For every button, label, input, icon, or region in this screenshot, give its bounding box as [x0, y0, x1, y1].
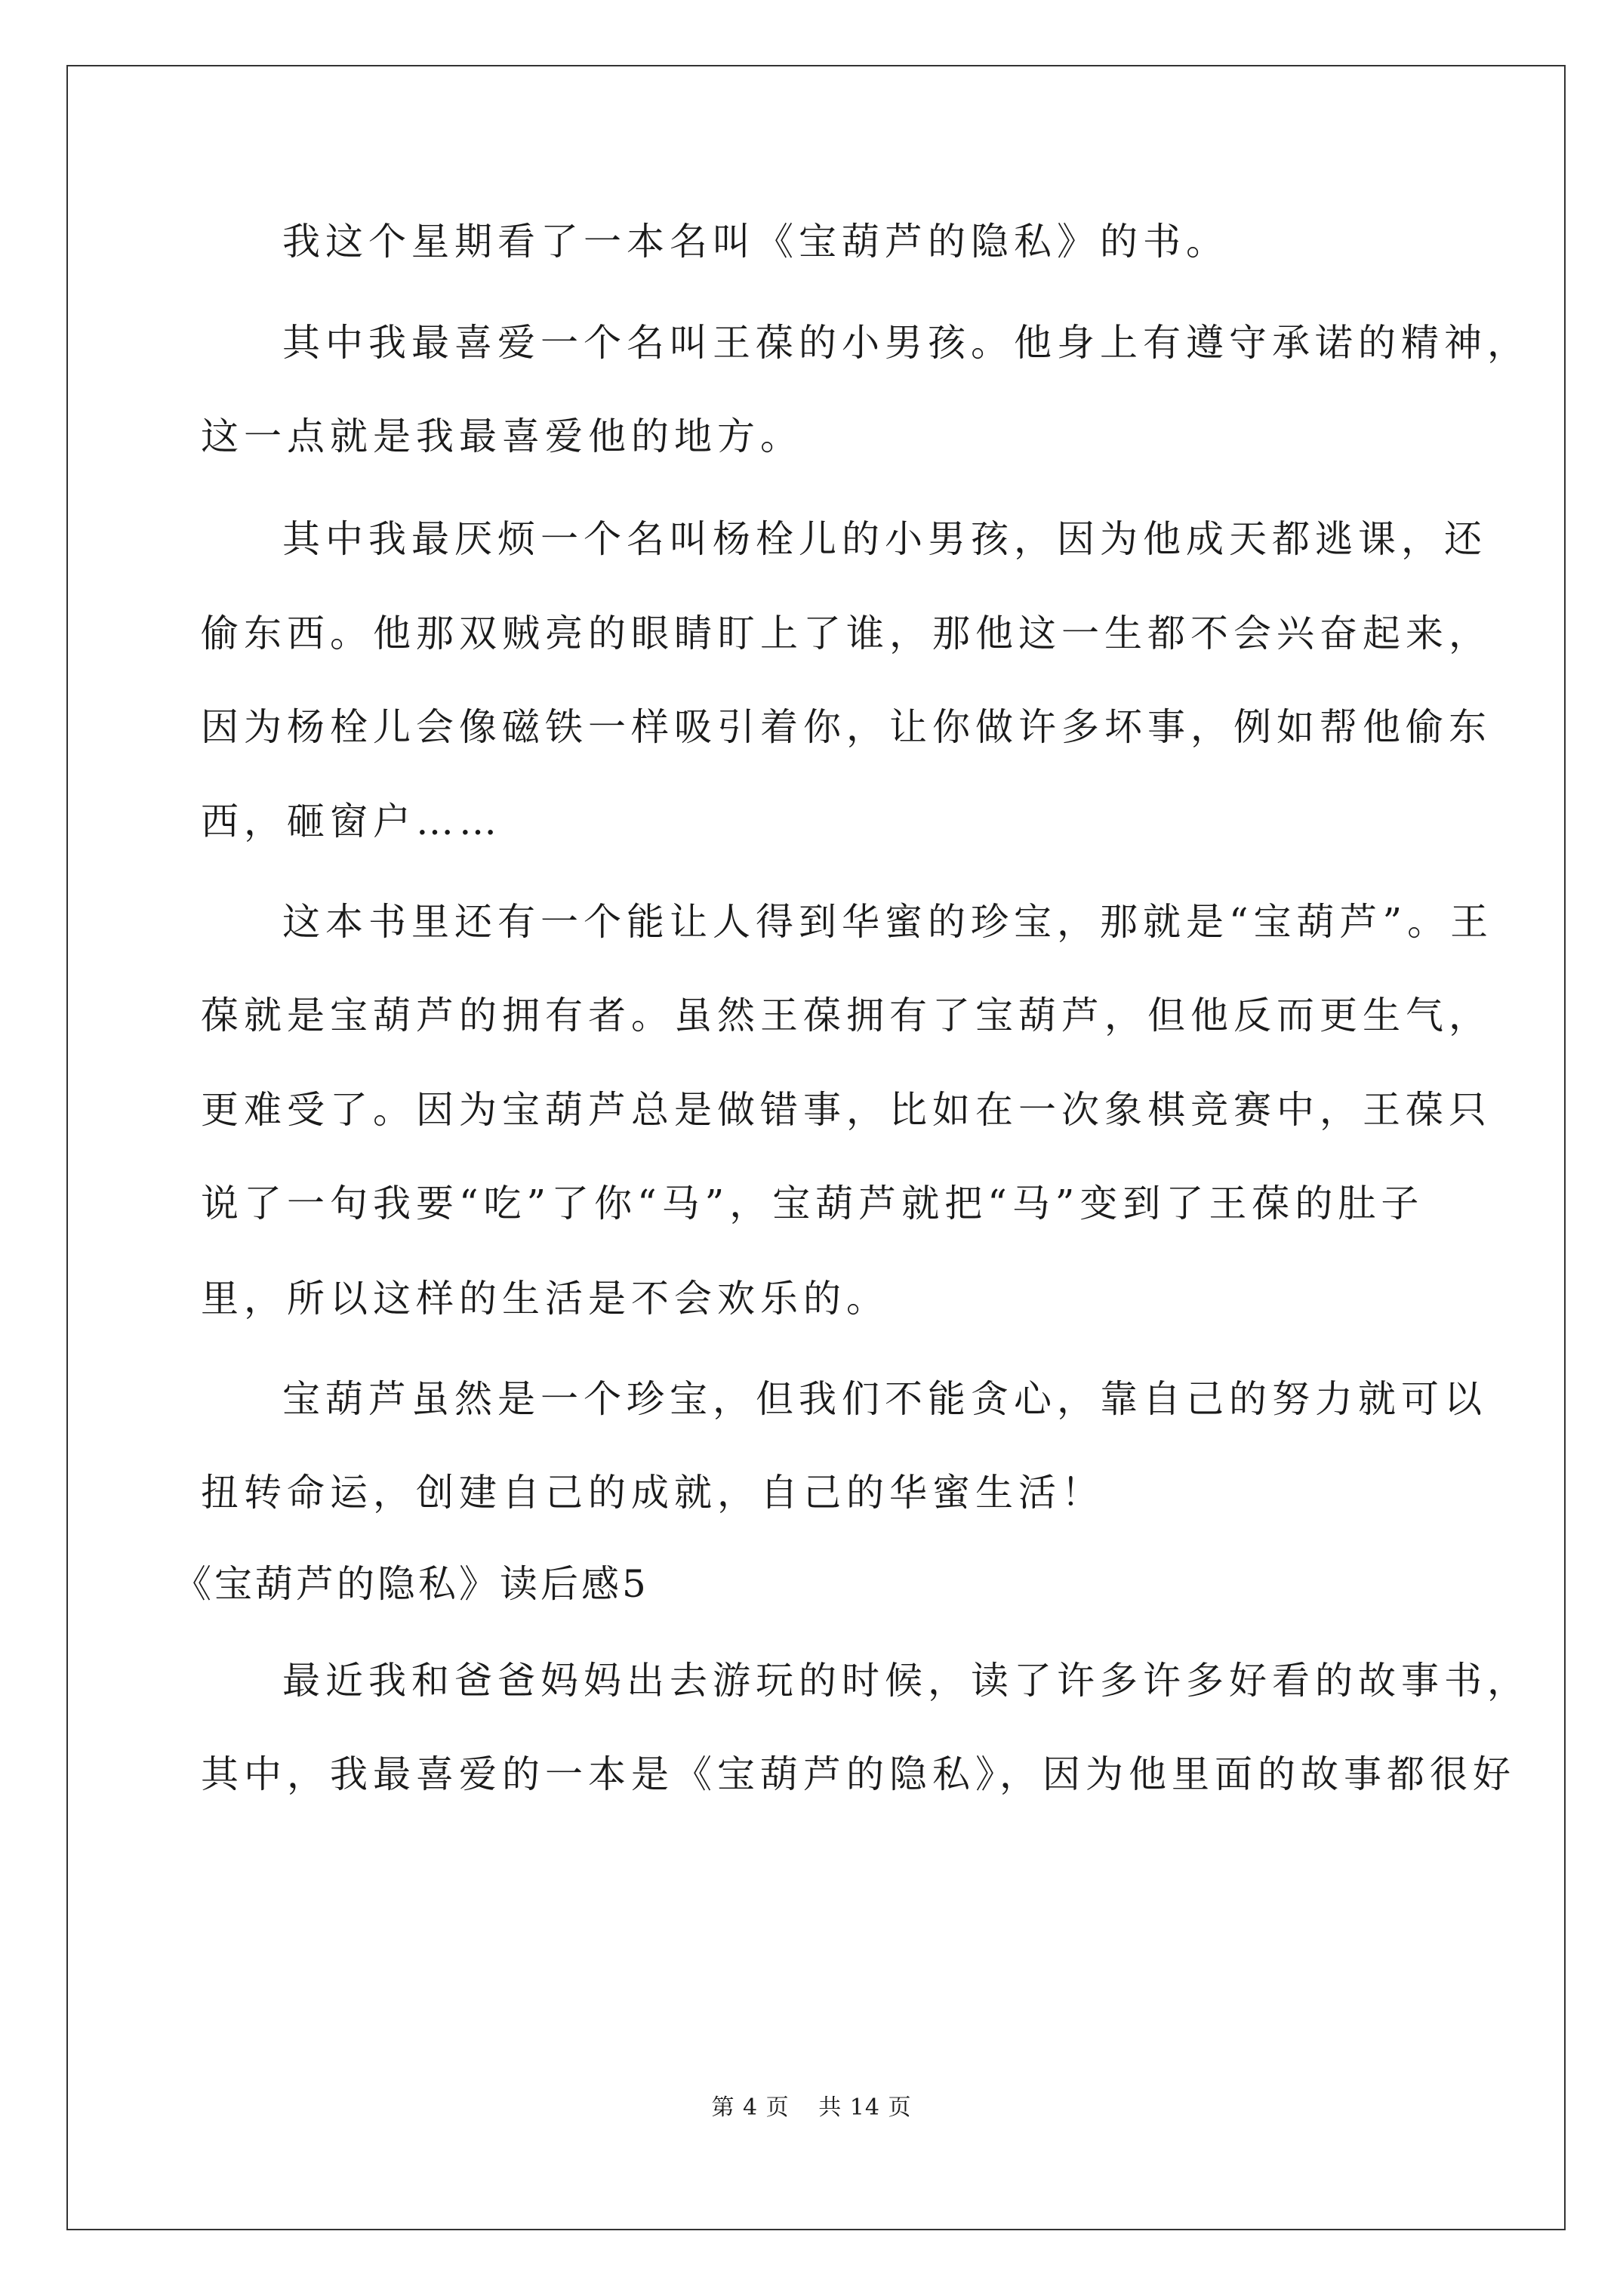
paragraph-line: 我这个星期看了一本名叫《宝葫芦的隐私》的书。 — [282, 220, 1229, 264]
paragraph-line: 其中我最喜爱一个名叫王葆的小男孩。他身上有遵守承诺的精神， — [282, 321, 1530, 365]
page-number: 第 4 页 — [711, 2094, 790, 2121]
paragraph-line: 葆就是宝葫芦的拥有者。虽然王葆拥有了宝葫芦，但他反而更生气， — [201, 994, 1492, 1037]
paragraph-line: 最近我和爸爸妈妈出去游玩的时候，读了许多许多好看的故事书， — [282, 1659, 1530, 1703]
paragraph-line: 因为杨栓儿会像磁铁一样吸引着你，让你做许多坏事，例如帮他偷东 — [201, 705, 1492, 749]
paragraph-line: 其中，我最喜爱的一本是《宝葫芦的隐私》，因为他里面的故事都很好 — [201, 1752, 1516, 1796]
paragraph-line: 这一点就是我最喜爱他的地方。 — [201, 415, 803, 458]
paragraph-line: 更难受了。因为宝葫芦总是做错事，比如在一次象棋竞赛中，王葆只 — [201, 1088, 1492, 1132]
paragraph-line: 说了一句我要“吃”了你“马”，宝葫芦就把“马”变到了王葆的肚子 — [201, 1182, 1424, 1225]
paragraph-line: 这本书里还有一个能让人得到华蜜的珍宝，那就是“宝葫芦”。王 — [282, 900, 1494, 944]
paragraph-line: 宝葫芦虽然是一个珍宝，但我们不能贪心，靠自己的努力就可以 — [282, 1377, 1487, 1421]
paragraph-line: 里，所以这样的生活是不会欢乐的。 — [201, 1277, 889, 1321]
paragraph-line: 西，砸窗户…… — [201, 800, 502, 843]
section-heading: 《宝葫芦的隐私》读后感5 — [174, 1562, 649, 1606]
page-border — [66, 65, 1566, 2230]
paragraph-line: 偷东西。他那双贼亮的眼睛盯上了谁，那他这一生都不会兴奋起来， — [201, 612, 1492, 655]
page-total: 共 14 页 — [818, 2094, 912, 2121]
paragraph-line: 扭转命运，创建自己的成就，自己的华蜜生活！ — [201, 1471, 1104, 1515]
paragraph-line: 其中我最厌烦一个名叫杨栓儿的小男孩，因为他成天都逃课，还 — [282, 517, 1487, 561]
page-footer — [0, 2093, 1623, 2123]
